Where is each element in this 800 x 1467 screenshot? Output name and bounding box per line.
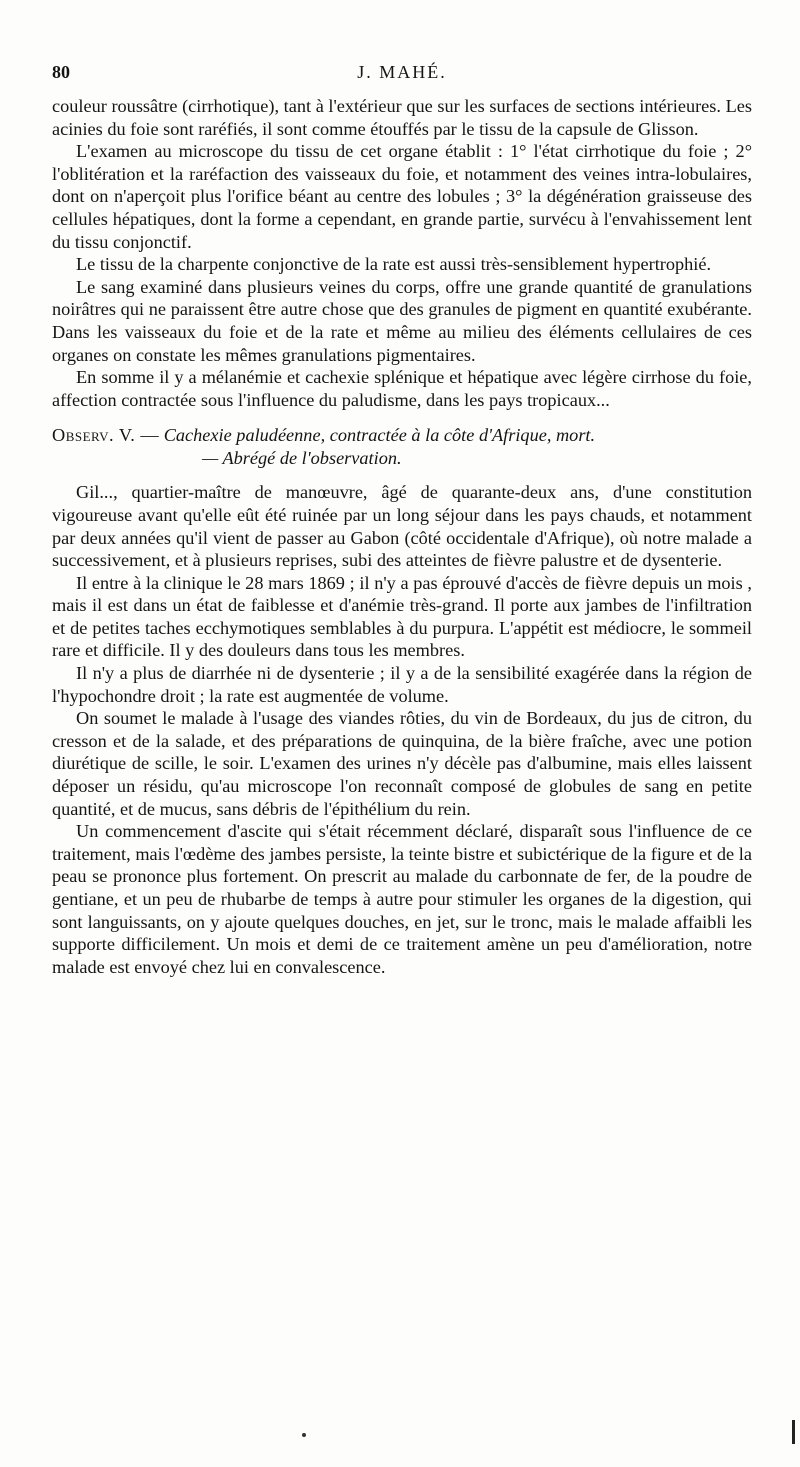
observation-label: Observ. V. — <box>52 425 160 446</box>
paragraph: Il n'y a plus de diarrhée ni de dysenterie ; il y a de la sensibilité exagérée dans la région de l'hypochondre droit ; la rate est augmentée de volume. <box>52 663 752 706</box>
observation-subtitle: — Abrégé de l'observation. <box>202 448 402 469</box>
observation-heading <box>52 424 752 470</box>
page-number: 80 <box>52 62 70 82</box>
paragraph: En somme il y a mélanémie et cachexie splénique et hépatique avec légère cirrhose du foie, affection contractée sous l'influence du paludisme, dans les pays tropicaux... <box>52 367 752 410</box>
page-edge-mark <box>792 1420 795 1444</box>
paragraph: couleur roussâtre (cirrhotique), tant à l'extérieur que sur les surfaces de sections intérieures. Les acinies du foie sont raréfiés, il sont comme étouffés par le tissu de la capsule de Glisson. <box>52 96 752 139</box>
observation-title: Cachexie paludéenne, contractée à la côte d'Afrique, mort. <box>163 425 596 446</box>
paragraph: Gil..., quartier-maître de manœuvre, âgé de quarante-deux ans, d'une constitution vigoureuse avant qu'elle eût été ruinée par un long séjour dans les pays chauds, et notamment par deux années qu'il vient de passer au Gabon (côté occidentale d'Afrique), où notre malade a successivement, et à plusieurs reprises, subi des atteintes de fièvre palustre et de dysenterie. <box>52 482 752 571</box>
running-head: J. MAHÉ. <box>357 62 447 82</box>
body-text <box>52 95 752 978</box>
page-header <box>52 62 752 88</box>
paragraph: On soumet le malade à l'usage des viandes rôties, du vin de Bordeaux, du jus de citron, du cresson et de la salade, et des préparations de quinquina, de la bière fraîche, avec une potion diurétique de scille, le soir. L'examen des urines n'y décèle pas d'albumine, mais elles laissent déposer un résidu, qu'au microscope l'on reconnaît composé de globules de sang en petite quantité, et de mucus, sans débris de l'épithélium du rein. <box>52 708 752 819</box>
paragraph: Le tissu de la charpente conjonctive de la rate est aussi très-sensiblement hypertrophié. <box>76 254 712 275</box>
paragraph: Un commencement d'ascite qui s'était récemment déclaré, disparaît sous l'influence de ce traitement, mais l'œdème des jambes persiste, la teinte bistre et subictérique de la figure et de la peau se prononce plus fortement. On prescrit au malade du carbonnate de fer, de la poudre de gentiane, et un peu de rhubarbe de temps à autre pour stimuler les organes de la digestion, qui sont languissants, on y ajoute quelques douches, en jet, sur le tronc, mais le malade affaibli les supporte difficilement. Un mois et demi de ce traitement amène un peu d'amélioration, notre malade est envoyé chez lui en convalescence. <box>52 821 752 977</box>
paragraph: Le sang examiné dans plusieurs veines du corps, offre une grande quantité de granulations noirâtres qui ne paraissent être autre chose que des granules de pigment en quantité exubérante. Dans les vaisseaux du foie et de la rate et même au milieu des éléments cellulaires de ces organes on constate les mêmes granulations pigmentaires. <box>52 276 752 365</box>
paragraph: L'examen au microscope du tissu de cet organe établit : 1° l'état cirrhotique du foie ; 2° l'oblitération et la raréfaction des vaisseaux du foie, et notamment des veines intra-lobulaires, dont on n'aperçoit plus l'orifice béant au centre des lobules ; 3° la dégénération graisseuse des cellules hépatiques, dont la forme a cependant, en grande partie, survécu à l'envahissement lent du tissu conjonctif. <box>52 141 752 252</box>
ink-speck <box>302 1433 306 1437</box>
paragraph: Il entre à la clinique le 28 mars 1869 ; il n'y a pas éprouvé d'accès de fièvre depuis un mois , mais il est dans un état de faiblesse et d'anémie très-grand. Il porte aux jambes de l'infiltration et de petites taches ecchymotiques semblables à du purpura. L'appétit est médiocre, le sommeil rare et difficile. Il y des douleurs dans tous les membres. <box>52 572 752 661</box>
